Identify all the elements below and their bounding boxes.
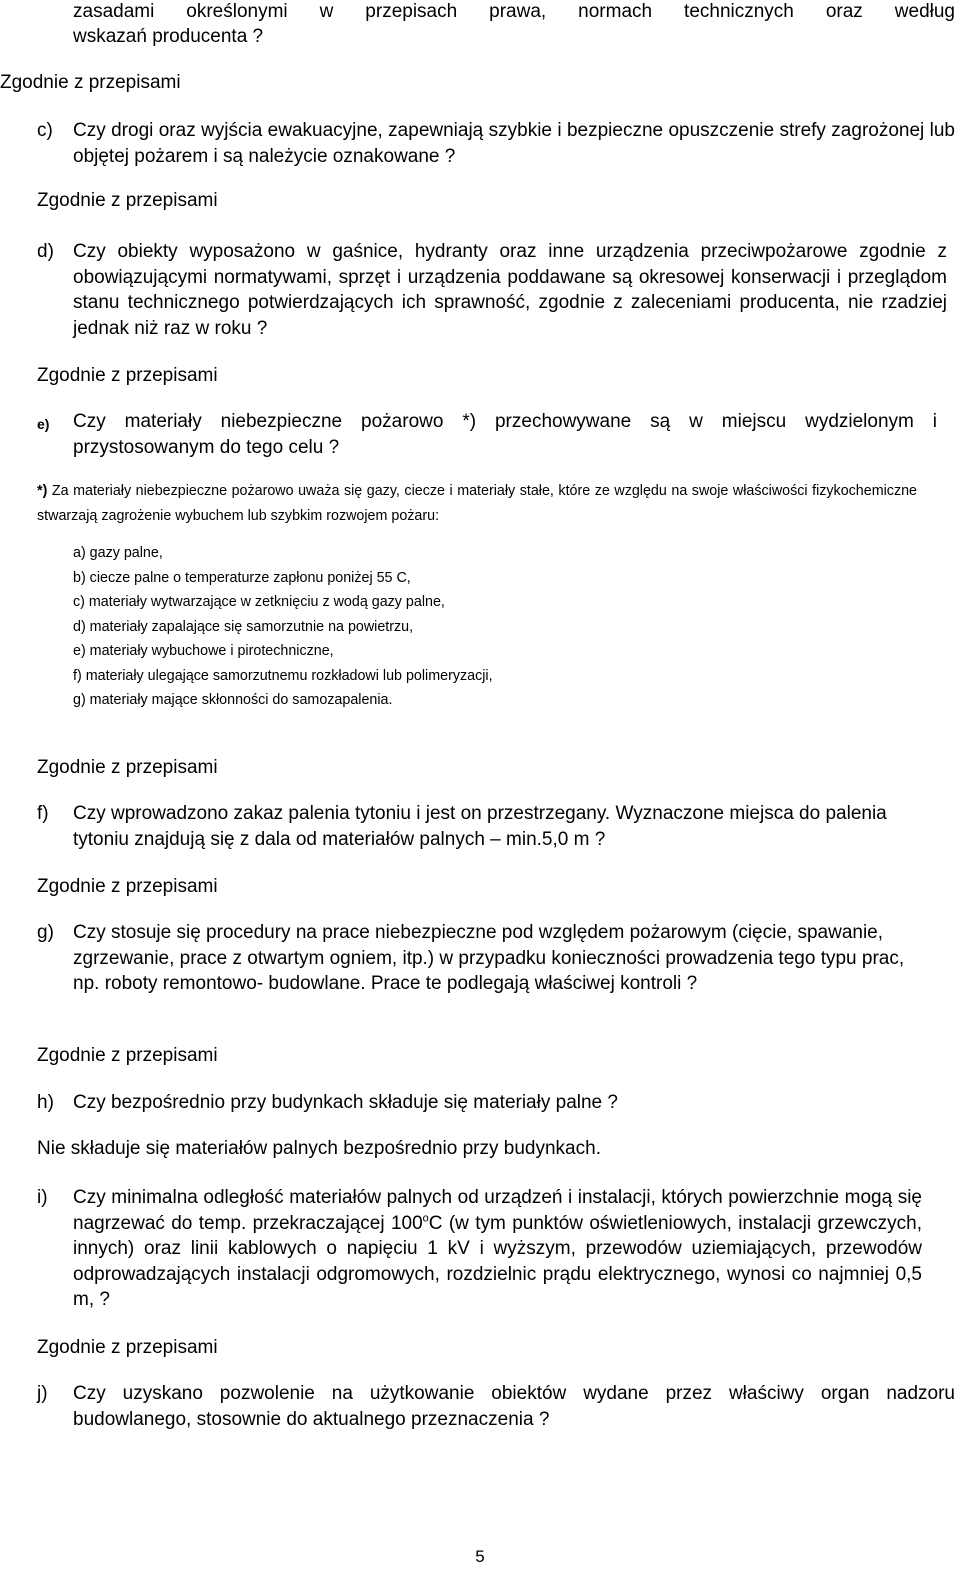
answer-c: Zgodnie z przepisami	[37, 190, 218, 211]
footnote-item: b) ciecze palne o temperaturze zapłonu poniżej 55 C,	[73, 569, 411, 586]
continuation-line-1: zasadami określonymi w przepisach prawa, normach technicznych oraz według	[73, 1, 955, 22]
footnote-item: c) materiały wytwarzające w zetknięciu z wodą gazy palne,	[73, 594, 445, 610]
question-i	[37, 1185, 922, 1313]
footnote-item: d) materiały zapalające się samorzutnie na powietrzu,	[73, 618, 414, 635]
footnote-item: e) materiały wybuchowe i pirotechniczne,	[73, 643, 334, 659]
answer-d: Zgodnie z przepisami	[37, 365, 218, 386]
question-f	[37, 801, 937, 852]
footnote-item: a) gazy palne,	[73, 545, 163, 561]
question-g-label: g)	[37, 922, 54, 943]
answer-a0: Zgodnie z przepisami	[0, 72, 181, 93]
question-h-label: h)	[37, 1092, 54, 1113]
question-f-text: Czy wprowadzono zakaz palenia tytoniu i jest on przestrzegany. Wyznaczone miejsca do palenia tytoniu znajdują się z dala od materiałów palnych – min.5,0 m ?	[73, 803, 887, 850]
question-d-label: d)	[37, 241, 54, 262]
answer-footnote-block: Zgodnie z przepisami	[37, 757, 218, 778]
answer-h: Nie składuje się materiałów palnych bezpośrednio przy budynkach.	[37, 1138, 601, 1159]
footnote-list	[73, 541, 493, 713]
answer-i: Zgodnie z przepisami	[37, 1337, 218, 1358]
page-number: 5	[475, 1547, 485, 1566]
question-g-text: Czy stosuje się procedury na prace niebezpieczne pod względem pożarowym (cięcie, spawanie, zgrzewanie, prace z otwartym ogniem, itp.) w przypadku konieczności prowadzenia tego typu prac, np. roboty remontowo- budowlane. Prace te podlegają właściwej kontroli ?	[73, 922, 905, 995]
question-j	[37, 1381, 955, 1432]
question-j-text: Czy uzyskano pozwolenie na użytkowanie obiektów wydane przez właściwy organ nadzoru budowlanego, stosownie do aktualnego przeznaczenia ?	[73, 1383, 955, 1430]
question-g	[37, 920, 929, 997]
footnote-intro-text: Za materiały niebezpieczne pożarowo uważa się gazy, ciecze i materiały stałe, które ze względu na swoje właściwości fizykochemiczne stwarzają zagrożenie wybuchem lub szybkim rozwojem pożaru:	[37, 483, 917, 524]
question-i-text	[73, 1185, 922, 1313]
footnote-item: f) materiały ulegające samorzutnemu rozkładowi lub polimeryzacji,	[73, 667, 493, 684]
question-e	[37, 409, 937, 460]
question-d	[37, 239, 947, 341]
question-e-text: Czy materiały niebezpieczne pożarowo *) przechowywane są w miejscu wydzielonym i przystosowanym do tego celu ?	[73, 411, 937, 458]
footnote-intro	[37, 479, 917, 528]
question-i-text-after: C (w tym punktów oświetleniowych, instalacji grzewczych, innych) oraz linii kablowych o napięciu 1 kV i wyższym, przewodów uziemiających, przewodów odprowadzających instalacji odgromowych, rozdzielnic prądu elektrycznego, wynosi co najmniej 0,5 m, ?	[73, 1212, 922, 1311]
question-j-label: j)	[37, 1383, 48, 1404]
question-d-text: Czy obiekty wyposażono w gaśnice, hydranty oraz inne urządzenia przeciwpożarowe zgodnie z obowiązującymi normatywami, sprzęt i urządzenia poddawane są okresowej konserwacji i przeglądom stanu technicznego potwierdzających ich sprawność, zgodnie z zaleceniami producenta, nie rzadziej jednak niż raz w roku ?	[73, 241, 947, 339]
answer-f: Zgodnie z przepisami	[37, 876, 218, 897]
question-i-text-before: Czy minimalna odległość materiałów palnych od urządzeń i instalacji, których powierzchnie mogą się nagrzewać do temp. przekraczającej 100	[73, 1187, 922, 1234]
answer-g: Zgodnie z przepisami	[37, 1045, 218, 1066]
question-h	[37, 1090, 955, 1116]
footnote-item: g) materiały mające skłonności do samozapalenia.	[73, 692, 393, 708]
question-c	[37, 118, 955, 169]
degree-superscript: o	[422, 1212, 429, 1225]
question-e-label: e)	[37, 416, 50, 432]
question-c-text: Czy drogi oraz wyjścia ewakuacyjne, zapewniają szybkie i bezpieczne opuszczenie strefy zagrożonej lub objętej pożarem i są należycie oznakowane ?	[73, 120, 955, 167]
continuation-line-2: wskazań producenta ?	[73, 26, 264, 47]
question-f-label: f)	[37, 803, 49, 824]
question-c-label: c)	[37, 120, 53, 141]
footnote-marker: *)	[37, 483, 48, 499]
question-h-text: Czy bezpośrednio przy budynkach składuje się materiały palne ?	[73, 1092, 618, 1113]
question-i-label: i)	[37, 1187, 48, 1208]
